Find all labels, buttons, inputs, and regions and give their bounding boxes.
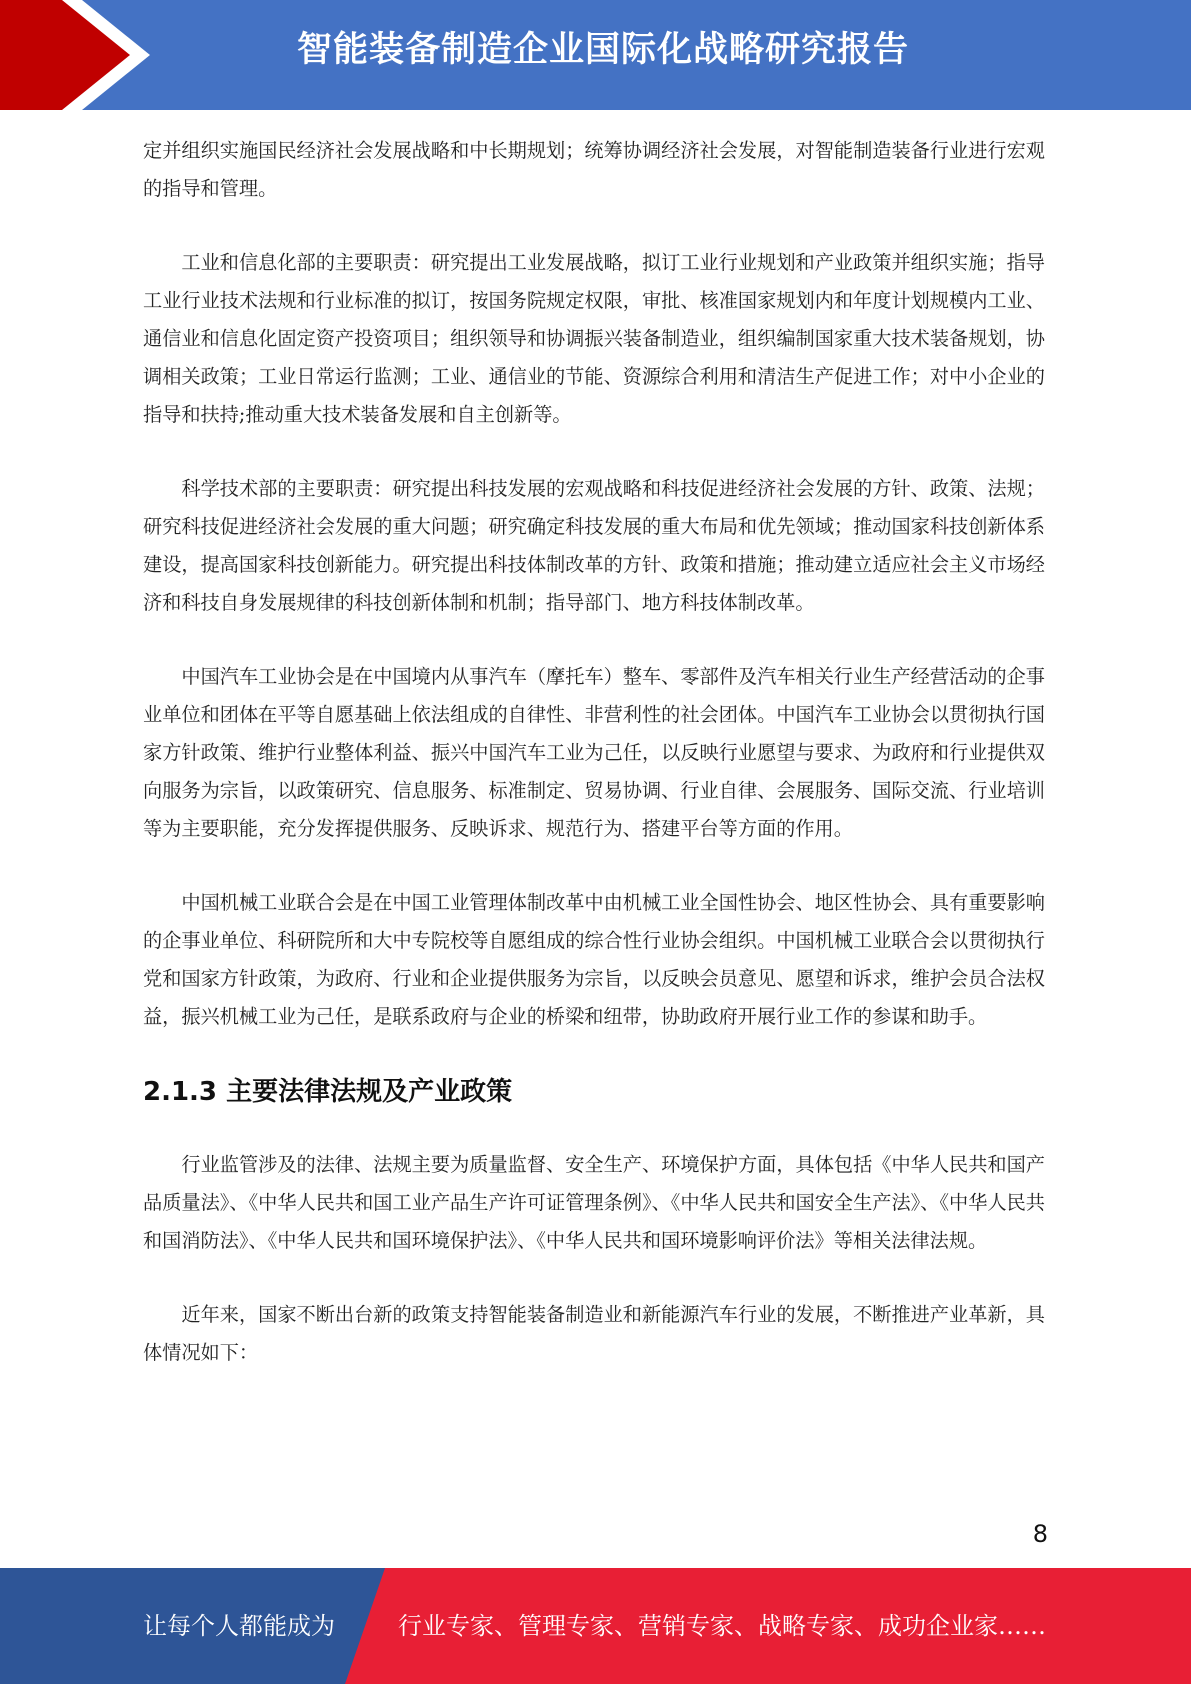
section-heading: 2.1.3 主要法律法规及产业政策 <box>143 1077 513 1107</box>
report-title: 智能装备制造企业国际化战略研究报告 <box>296 30 909 70</box>
section-paragraph-2: 近年来，国家不断出台新的政策支持智能装备制造业和新能源汽车行业的发展，不断推进产业革新，具体情况如下： <box>143 1303 1045 1364</box>
footer-slogan-right: 行业专家、管理专家、营销专家、战略专家、成功企业家…… <box>398 1612 1046 1640</box>
document-body <box>143 132 1045 1408</box>
paragraph-5: 中国机械工业联合会是在中国工业管理体制改革中由机械工业全国性协会、地区性协会、具有重要影响的企事业单位、科研院所和大中专院校等自愿组成的综合性行业协会组织。中国机械工业联合会以贯彻执行党和国家方针政策，为政府、行业和企业提供服务为宗旨，以反映会员意见、愿望和诉求，维护会员合法权益，振兴机械工业为己任，是联系政府与企业的桥梁和纽带，协助政府开展行业工作的参谋和助手。 <box>143 891 1045 1028</box>
page-number: 8 <box>1032 1520 1048 1548</box>
footer-slogan-left: 让每个人都能成为 <box>143 1612 335 1640</box>
paragraph-2: 工业和信息化部的主要职责：研究提出工业发展战略，拟订工业行业规划和产业政策并组织实施；指导工业行业技术法规和行业标准的拟订，按国务院规定权限，审批、核准国家规划内和年度计划规模内工业、通信业和信息化固定资产投资项目；组织领导和协调振兴装备制造业，组织编制国家重大技术装备规划，协调相关政策；工业日常运行监测；工业、通信业的节能、资源综合利用和清洁生产促进工作；对中小企业的指导和扶持;推动重大技术装备发展和自主创新等。 <box>143 251 1045 426</box>
paragraph-1: 定并组织实施国民经济社会发展战略和中长期规划；统筹协调经济社会发展，对智能制造装备行业进行宏观的指导和管理。 <box>143 139 1045 200</box>
page-header <box>0 0 1191 110</box>
section-paragraph-1: 行业监管涉及的法律、法规主要为质量监督、安全生产、环境保护方面，具体包括《中华人民共和国产品质量法》、《中华人民共和国工业产品生产许可证管理条例》、《中华人民共和国安全生产法》、《中华人民共和国消防法》、《中华人民共和国环境保护法》、《中华人民共和国环境影响评价法》等相关法律法规。 <box>143 1153 1045 1252</box>
paragraph-4: 中国汽车工业协会是在中国境内从事汽车（摩托车）整车、零部件及汽车相关行业生产经营活动的企事业单位和团体在平等自愿基础上依法组成的自律性、非营利性的社会团体。中国汽车工业协会以贯彻执行国家方针政策、维护行业整体利益、振兴中国汽车工业为己任，以反映行业愿望与要求、为政府和行业提供双向服务为宗旨，以政策研究、信息服务、标准制定、贸易协调、行业自律、会展服务、国际交流、行业培训等为主要职能，充分发挥提供服务、反映诉求、规范行为、搭建平台等方面的作用。 <box>143 665 1045 840</box>
page-footer <box>0 1568 1191 1684</box>
paragraph-3: 科学技术部的主要职责：研究提出科技发展的宏观战略和科技促进经济社会发展的方针、政策、法规；研究科技促进经济社会发展的重大问题；研究确定科技发展的重大布局和优先领域；推动国家科技创新体系建设，提高国家科技创新能力。研究提出科技体制改革的方针、政策和措施；推动建立适应社会主义市场经济和科技自身发展规律的科技创新体制和机制；指导部门、地方科技体制改革。 <box>143 477 1045 614</box>
